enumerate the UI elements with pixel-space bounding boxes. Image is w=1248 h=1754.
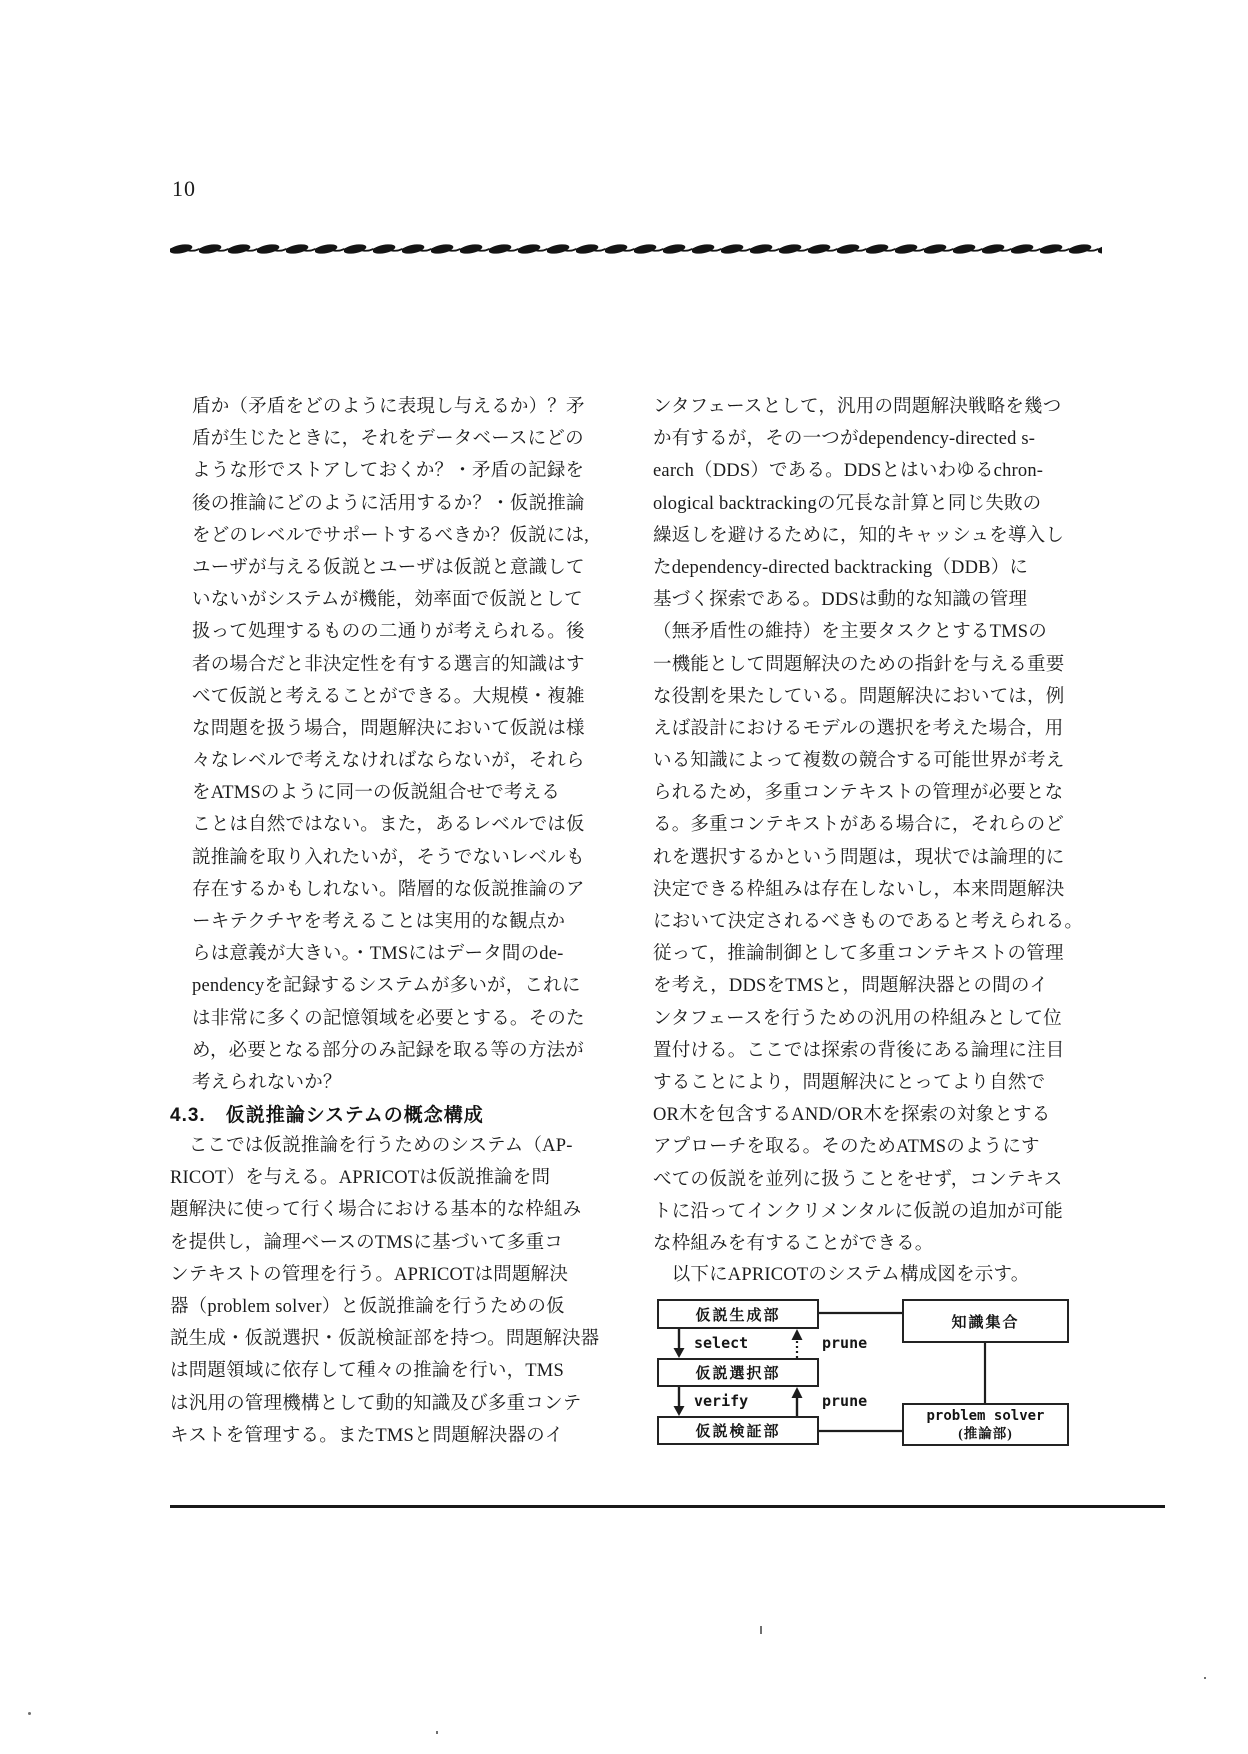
text-line: 決定できる枠組みは存在しないし，本来問題解決 bbox=[653, 879, 1065, 900]
diagram-box-problem-solver bbox=[902, 1403, 1069, 1446]
text-line: る。多重コンテキストがある場合に，それらのど bbox=[653, 815, 1065, 836]
text-line: ような形でストアしておくか？・矛盾の記録を bbox=[192, 461, 585, 482]
text-line: えば設計におけるモデルの選択を考えた場合，用 bbox=[653, 718, 1064, 739]
text-line: 置付ける。ここでは探索の背後にある論理に注目 bbox=[653, 1040, 1065, 1061]
figure-intro-line: 以下にAPRICOTのシステム構成図を示す。 bbox=[653, 1265, 1030, 1285]
text-line: 者の場合だと非決定性を有する選言的知識はす bbox=[192, 654, 585, 675]
diagram-box-hypothesis-generator: 仮説生成部 bbox=[657, 1299, 819, 1329]
text-line: 従って，推論制御として多重コンテキストの管理 bbox=[653, 944, 1064, 965]
scan-speck bbox=[436, 1731, 438, 1734]
text-line: 一機能として問題解決のための指針を与える重要 bbox=[653, 654, 1065, 675]
text-line: 存在するかもしれない。階層的な仮説推論のア bbox=[192, 879, 585, 900]
footer-rule bbox=[170, 1505, 1165, 1508]
inference-unit-label: (推論部) bbox=[958, 1425, 1013, 1441]
text-line: 題解決に使って行く場合における基本的な枠組み bbox=[170, 1200, 582, 1221]
text-line: らは意義が大きい。・TMSにはデータ間のde- bbox=[192, 944, 564, 965]
arrow-label-prune-bottom: prune bbox=[822, 1392, 868, 1410]
text-line: ここでは仮説推論を行うためのシステム（AP- bbox=[170, 1136, 573, 1156]
page-number: 10 bbox=[172, 176, 196, 201]
text-line: ological backtrackingの冗長な計算と同じ失敗の bbox=[653, 493, 1042, 514]
scan-speck bbox=[760, 1626, 762, 1634]
text-line: （無矛盾性の維持）を主要タスクとするTMSの bbox=[653, 622, 1047, 643]
text-line: を考え，DDSをTMSと，問題解決器との間のイ bbox=[653, 976, 1049, 997]
diagram-box-hypothesis-verifier: 仮説検証部 bbox=[657, 1416, 819, 1445]
text-line: べて仮説と考えることができる。大規模・複雑 bbox=[192, 686, 585, 707]
text-line: 後の推論にどのように活用するか？・仮説推論 bbox=[192, 493, 585, 514]
text-line: 々なレベルで考えなければならないが，それら bbox=[192, 751, 585, 772]
text-line: 繰返しを避けるために，知的キャッシュを導入し bbox=[653, 525, 1065, 546]
arrow-label-verify: verify bbox=[694, 1392, 749, 1410]
wavy-rope-divider bbox=[170, 241, 1102, 257]
text-line: 説推論を取り入れたいが，そうでないレベルも bbox=[192, 847, 585, 868]
text-line: め，必要となる部分のみ記録を取る等の方法が bbox=[192, 1040, 584, 1061]
arrow-label-prune-top: prune bbox=[822, 1334, 868, 1352]
diagram-box-hypothesis-selector: 仮説選択部 bbox=[657, 1358, 819, 1387]
text-line: earch（DDS）である。DDSとはいわゆるchron- bbox=[653, 461, 1044, 482]
text-line: たdependency-directed backtracking（DDB）に bbox=[653, 557, 1029, 578]
text-line: ことは自然ではない。また，あるレベルでは仮 bbox=[192, 815, 585, 836]
text-line: な問題を扱う場合，問題解決において仮説は様 bbox=[192, 718, 585, 739]
text-line: ーキテクチヤを考えることは実用的な観点か bbox=[192, 912, 566, 932]
text-line: いないがシステムが機能，効率面で仮説として bbox=[192, 590, 583, 611]
section-heading: 4.3. 仮説推論システムの概念構成 bbox=[170, 1105, 484, 1126]
text-line: られるため，多重コンテキストの管理が必要とな bbox=[653, 783, 1064, 804]
text-line: 考えられないか？ bbox=[192, 1072, 342, 1093]
text-line: を提供し，論理ベースのTMSに基づいて多重コ bbox=[170, 1232, 564, 1253]
text-line: 盾が生じたときに，それをデータベースにどの bbox=[192, 429, 584, 450]
text-line: れを選択するかという問題は，現状では論理的に bbox=[653, 847, 1065, 868]
text-line: をどのレベルでサポートするべきか？仮説には, bbox=[192, 525, 589, 546]
text-line: ユーザが与える仮説とユーザは仮説と意識して bbox=[192, 557, 585, 578]
left-column-block2 bbox=[170, 1130, 599, 1452]
scan-speck bbox=[1204, 1677, 1206, 1679]
diagram-box-knowledge-set: 知識集合 bbox=[902, 1299, 1069, 1343]
text-line: 基づく探索である。DDSは動的な知識の管理 bbox=[653, 590, 1028, 611]
text-line: ンテキストの管理を行う。APRICOTは問題解決 bbox=[170, 1264, 569, 1285]
left-column-block1 bbox=[192, 391, 589, 1099]
text-line: アプローチを取る。そのためATMSのようにす bbox=[653, 1137, 1040, 1158]
text-line: において決定されるべきものであると考えられる。 bbox=[653, 912, 1084, 932]
text-line: ンタフェースとして，汎用の問題解決戦略を幾つ bbox=[653, 397, 1062, 417]
text-line: な役割を果たしている。問題解決においては，例 bbox=[653, 686, 1065, 707]
text-line: いる知識によって複数の競合する可能世界が考え bbox=[653, 751, 1065, 772]
text-line: は汎用の管理機構として動的知識及び多重コンテ bbox=[170, 1393, 582, 1414]
text-line: RICOT）を与える。APRICOTは仮説推論を問 bbox=[170, 1168, 551, 1189]
right-column-block1 bbox=[653, 391, 1083, 1260]
problem-solver-label: problem solver bbox=[926, 1407, 1045, 1424]
text-line: か有するが，その一つがdependency-directed s- bbox=[653, 429, 1036, 450]
text-line: べての仮説を並列に扱うことをせず，コンテキス bbox=[653, 1169, 1063, 1190]
text-line: 器（problem solver）と仮説推論を行うための仮 bbox=[170, 1296, 565, 1317]
text-line: pendencyを記録するシステムが多いが，これに bbox=[192, 976, 581, 997]
text-line: は問題領域に依存して種々の推論を行い，TMS bbox=[170, 1361, 564, 1382]
text-line: トに沿ってインクリメンタルに仮説の追加が可能 bbox=[653, 1201, 1063, 1222]
text-line: をATMSのように同一の仮説組合せで考える bbox=[192, 783, 561, 804]
text-line: な枠組みを有することができる。 bbox=[653, 1233, 934, 1254]
text-line: 扱って処理するものの二通りが考えられる。後 bbox=[192, 622, 585, 643]
text-line: OR木を包含するAND/OR木を探索の対象とする bbox=[653, 1105, 1051, 1126]
text-line: 説生成・仮説選択・仮説検証部を持つ。問題解決器 bbox=[170, 1329, 600, 1350]
text-line: ンタフェースを行うための汎用の枠組みとして位 bbox=[653, 1008, 1062, 1029]
text-line: は非常に多くの記憶領域を必要とする。そのた bbox=[192, 1008, 585, 1029]
text-line: キストを管理する。またTMSと問題解決器のイ bbox=[170, 1425, 564, 1446]
arrow-label-select: select bbox=[694, 1334, 749, 1352]
text-line: することにより，問題解決にとってより自然で bbox=[653, 1072, 1046, 1093]
text-line: 盾か（矛盾をどのように表現し与えるか）？矛 bbox=[192, 397, 585, 417]
scan-speck bbox=[28, 1712, 31, 1715]
